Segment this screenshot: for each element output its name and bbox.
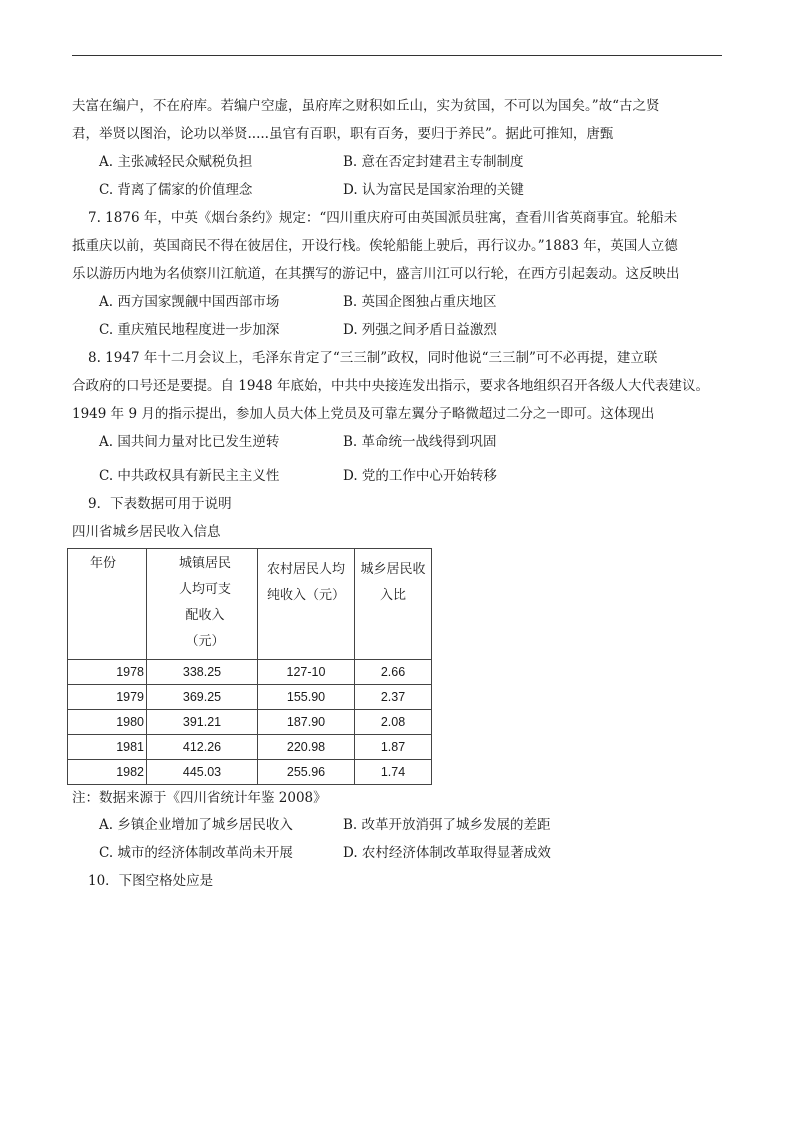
q7-option-d: D. 列强之间矛盾日益激烈	[343, 322, 497, 338]
q9-option-b: B. 改革开放消弭了城乡发展的差距	[343, 817, 551, 833]
intro-line-2: 君，举贤以图治，论功以举贤.....虽官有百职，职有百务，要归于养民”。据此可推知，唐甄	[72, 126, 614, 142]
cell-year: 1981	[68, 735, 147, 760]
q10-stem: 10．下图空格处应是	[88, 873, 214, 889]
cell-ratio: 2.66	[355, 660, 432, 685]
page-content	[72, 92, 722, 895]
q6-options-row-1	[72, 148, 722, 176]
table-source-note: 注：数据来源于《四川省统计年鉴 2008》	[72, 790, 327, 806]
header-urban-income	[147, 549, 258, 660]
q8-option-d: D. 党的工作中心开始转移	[343, 468, 497, 484]
cell-year: 1978	[68, 660, 147, 685]
q8-stem-line-2: 合政府的口号还是要提。自 1948 年底始，中共中央接连发出指示，要求各地组织召开各级人大代表建议。	[72, 378, 709, 394]
header-rural-line-2: 纯收入（元）	[266, 588, 345, 603]
header-urban-line-3: 配收入	[185, 608, 225, 623]
q8-options-row-2	[72, 462, 722, 490]
q9-option-a: A. 乡镇企业增加了城乡居民收入	[99, 817, 293, 833]
table-row	[68, 735, 432, 760]
header-ratio-line-1: 城乡居民收	[360, 562, 426, 577]
q8-option-a: A. 国共间力量对比已发生逆转	[99, 434, 280, 450]
cell-rural-income: 127-10	[258, 660, 355, 685]
header-urban-line-2: 人均可支	[178, 582, 231, 597]
cell-urban-income: 338.25	[147, 660, 258, 685]
q6-option-d: D. 认为富民是国家治理的关键	[343, 182, 524, 198]
table-row	[68, 685, 432, 710]
cell-rural-income: 187.90	[258, 710, 355, 735]
q6-option-a: A. 主张减轻民众赋税负担	[99, 154, 253, 170]
q6-option-b: B. 意在否定封建君主专制制度	[343, 154, 524, 170]
q7-option-c: C. 重庆殖民地程度进一步加深	[99, 322, 280, 338]
q7-option-b: B. 英国企图独占重庆地区	[343, 294, 497, 310]
header-ratio-line-2: 入比	[379, 588, 406, 603]
cell-year: 1979	[68, 685, 147, 710]
q7-options-row-1	[72, 288, 722, 316]
header-urban-line-1: 城镇居民	[178, 556, 231, 571]
q8-stem-line-3: 1949 年 9 月的指示提出，参加人员大体上党员及可靠左翼分子略微超过二分之一即可。这体现出	[72, 406, 655, 422]
header-rule	[72, 55, 722, 56]
intro-line-1: 夫富在编户，不在府库。若编户空虚，虽府库之财积如丘山，实为贫国，不可以为国矣。”故“古之贤	[72, 98, 660, 114]
q7-stem-line-2: 抵重庆以前，英国商民不得在彼居住，开设行栈。俟轮船能上驶后，再行议办。”1883 年，英国人立德	[72, 238, 678, 254]
q9-options-row-1	[72, 811, 722, 839]
income-table	[67, 548, 432, 785]
q7-stem-line-1: 7. 1876 年，中英《烟台条约》规定：“四川重庆府可由英国派员驻寓，查看川省英商事宜。轮船未	[88, 210, 678, 226]
cell-urban-income: 412.26	[147, 735, 258, 760]
header-rural-line-1: 农村居民人均	[266, 562, 345, 577]
cell-rural-income: 155.90	[258, 685, 355, 710]
q8-options-row-1	[72, 428, 722, 456]
q6-option-c: C. 背离了儒家的价值理念	[99, 182, 253, 198]
header-income-ratio	[355, 549, 432, 660]
header-year-label: 年份	[90, 556, 117, 571]
cell-ratio: 2.37	[355, 685, 432, 710]
q6-options-row-2	[72, 176, 722, 204]
q9-table-title: 四川省城乡居民收入信息	[72, 524, 221, 540]
q9-options-row-2	[72, 839, 722, 867]
cell-ratio: 1.87	[355, 735, 432, 760]
header-year	[68, 549, 147, 660]
q8-option-b: B. 革命统一战线得到巩固	[343, 434, 497, 450]
q7-options-row-2	[72, 316, 722, 344]
header-rural-income	[258, 549, 355, 660]
q8-option-c: C. 中共政权具有新民主主义性	[99, 468, 280, 484]
q8-stem-line-1: 8. 1947 年十二月会议上，毛泽东肯定了“三三制”政权，同时他说“三三制”可不必再提，建立联	[88, 350, 658, 366]
q9-option-d: D. 农村经济体制改革取得显著成效	[343, 845, 551, 861]
q7-option-a: A. 西方国家觊觎中国西部市场	[99, 294, 280, 310]
cell-urban-income: 391.21	[147, 710, 258, 735]
table-row	[68, 660, 432, 685]
cell-year: 1980	[68, 710, 147, 735]
cell-rural-income: 220.98	[258, 735, 355, 760]
q9-option-c: C. 城市的经济体制改革尚未开展	[99, 845, 293, 861]
cell-urban-income: 369.25	[147, 685, 258, 710]
q7-stem-line-3: 乐以游历内地为名侦察川江航道，在其撰写的游记中，盛言川江可以行轮，在西方引起轰动。这反映出	[72, 266, 680, 282]
table-row	[68, 760, 432, 785]
table-header-row	[68, 549, 432, 660]
cell-ratio: 2.08	[355, 710, 432, 735]
cell-year: 1982	[68, 760, 147, 785]
header-urban-line-4: （元）	[185, 634, 225, 649]
cell-urban-income: 445.03	[147, 760, 258, 785]
cell-ratio: 1.74	[355, 760, 432, 785]
table-row	[68, 710, 432, 735]
cell-rural-income: 255.96	[258, 760, 355, 785]
q9-stem: 9．下表数据可用于说明	[88, 496, 232, 512]
